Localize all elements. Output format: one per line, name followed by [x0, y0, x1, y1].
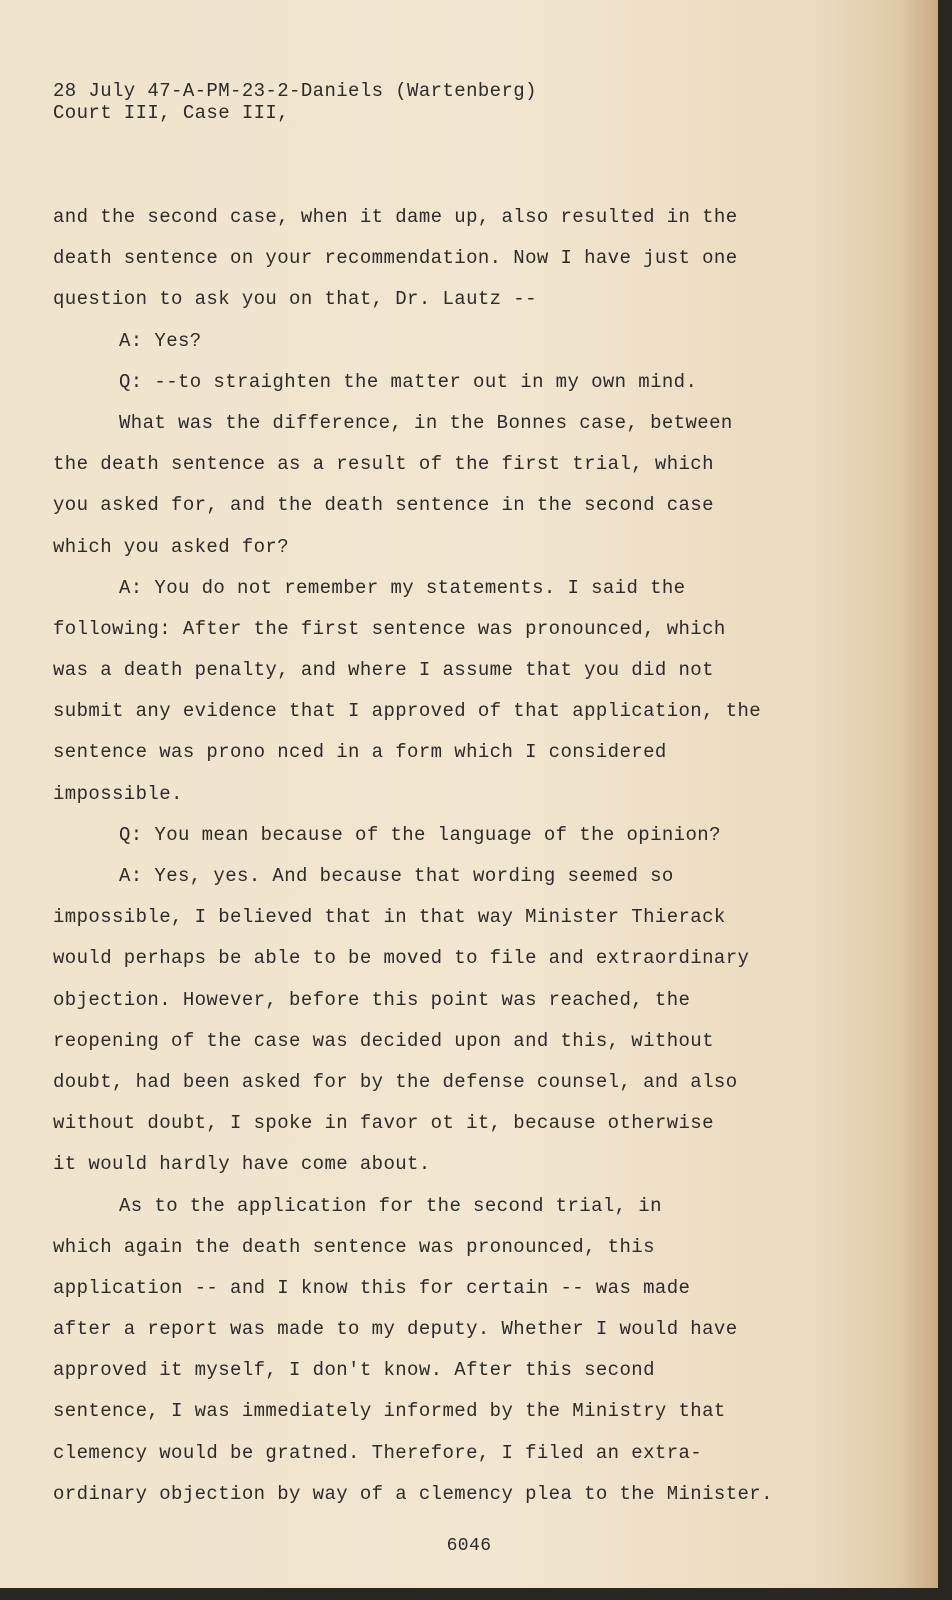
- transcript-line: which you asked for?: [53, 535, 290, 558]
- transcript-line: death sentence on your recommendation. Now I have just one: [53, 247, 738, 270]
- question-line: Q: --to straighten the matter out in my own mind.: [119, 370, 698, 393]
- transcript-line: impossible.: [53, 782, 183, 805]
- transcript-line: As to the application for the second trial, in: [119, 1194, 662, 1217]
- transcript-line: which again the death sentence was pronounced, this: [53, 1235, 655, 1258]
- transcript-line: impossible, I believed that in that way Minister Thierack: [53, 906, 726, 929]
- transcript-line: clemency would be gratned. Therefore, I filed an extra-: [53, 1441, 703, 1464]
- answer-line: A: You do not remember my statements. I said the: [119, 576, 686, 599]
- transcript-line: you asked for, and the death sentence in the second case: [53, 494, 714, 517]
- transcript-line: submit any evidence that I approved of that application, the: [53, 700, 762, 723]
- page-number: 6046: [446, 1536, 492, 1556]
- transcript-line: application -- and I know this for certain -- was made: [53, 1276, 691, 1299]
- transcript-line: after a report was made to my deputy. Whether I would have: [53, 1318, 738, 1341]
- transcript-line: objection. However, before this point was reached, the: [53, 988, 691, 1011]
- transcript-line: would perhaps be able to be moved to file and extraordinary: [53, 947, 750, 970]
- document-header: [53, 80, 537, 124]
- transcript-line: it would hardly have come about.: [53, 1153, 431, 1176]
- header-line-date: 28 July 47-A-PM-23-2-Daniels (Wartenberg): [53, 80, 537, 102]
- transcript-line: following: After the first sentence was pronounced, which: [53, 617, 726, 640]
- page-edge-shadow: [898, 0, 938, 1588]
- transcript-line: ordinary objection by way of a clemency plea to the Minister.: [53, 1482, 773, 1505]
- transcript-line: the death sentence as a result of the first trial, which: [53, 453, 714, 476]
- transcript-line: and the second case, when it dame up, also resulted in the: [53, 206, 738, 228]
- header-line-court: Court III, Case III,: [53, 102, 290, 124]
- transcript-line: was a death penalty, and where I assume that you did not: [53, 659, 714, 682]
- transcript-line: doubt, had been asked for by the defense counsel, and also: [53, 1070, 738, 1093]
- question-line: Q: You mean because of the language of the opinion?: [119, 823, 721, 846]
- transcript-body: [53, 197, 853, 1515]
- answer-line: A: Yes, yes. And because that wording seemed so: [119, 865, 674, 887]
- transcript-line: approved it myself, I don't know. After this second: [53, 1359, 655, 1382]
- transcript-line: sentence, I was immediately informed by the Ministry that: [53, 1400, 726, 1423]
- transcript-line: sentence was prono nced in a form which I considered: [53, 741, 667, 764]
- answer-line: A: Yes?: [119, 329, 202, 352]
- transcript-line: without doubt, I spoke in favor ot it, because otherwise: [53, 1112, 714, 1135]
- transcript-line: reopening of the case was decided upon and this, without: [53, 1029, 714, 1052]
- transcript-line: question to ask you on that, Dr. Lautz --: [53, 288, 537, 311]
- transcript-line: What was the difference, in the Bonnes case, between: [119, 411, 733, 434]
